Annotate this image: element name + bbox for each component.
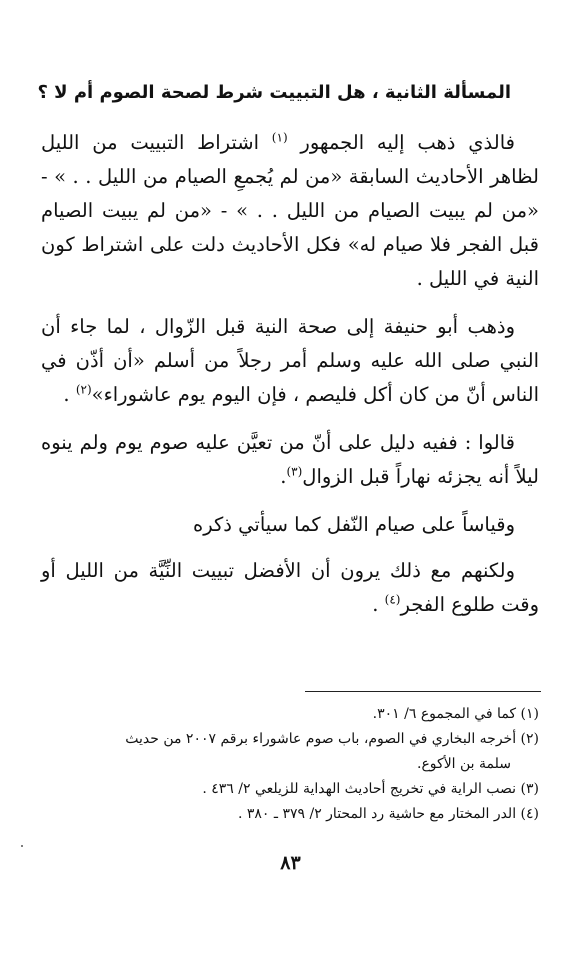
footnote-3: (٣) نصب الراية في تخريج أحاديث الهداية للزيلعي ٢/ ٤٣٦ . [202,781,539,797]
footnote-2: (٢) أخرجه البخاري في الصوم، باب صوم عاشوراء برقم ٢٠٠٧ من حديث [125,731,539,747]
paragraph-text: ولكنهم مع ذلك يرون أن الأفضل تبييت النِّيَّة من الليل أو وقت طلوع الفجر [41,559,539,616]
footnote-ref-3[interactable]: (٣) [286,464,303,479]
paragraph-analogy [41,508,539,542]
footnote-ref-1[interactable]: (١) [271,130,288,145]
footnotes [39,703,539,828]
paragraph-text: . [372,593,385,616]
paragraph-text: فالذي ذهب إليه الجمهور [287,131,515,154]
paragraph-majority-view [41,126,539,296]
paragraph-text: وذهب أبو حنيفة إلى صحة النية قبل الزّوال ، لما جاء أن النبي صلى الله عليه وسلم أمر رجلاً من أسلم «أن أذّن في الناس أنّ من كان أكل فليصم ، فإن اليوم يوم عاشوراء» [41,315,539,406]
paragraph-text: . [63,383,76,406]
footnote-ref-4[interactable]: (٤) [384,592,401,607]
paragraph-preference [41,554,539,622]
paragraph-text: وقياساً على صيام النّفل كما سيأتي ذكره [193,513,515,536]
paragraph-abu-hanifa-view [41,310,539,412]
paragraph-text: قالوا : ففيه دليل على أنّ من تعيَّن عليه صوم يوم ولم ينوه ليلاً أنه يجزئه نهاراً قبل الزوال [41,431,539,488]
footnote-ref-2[interactable]: (٢) [75,382,92,397]
paragraph-evidence [41,426,539,494]
paragraph-text: اشتراط التبييت من الليل لظاهر الأحاديث السابقة «من لم يُجمعِ الصيام من الليل . . » - «من لم يبيت الصيام من الليل . . » - «من لم يبيت الصيام قبل الفجر فلا صيام له» فكل الأحاديث دلت على اشتراط كون النية في الليل . [41,131,539,290]
section-heading: المسألة الثانية ، هل التبييت شرط لصحة الصوم أم لا ؟ [37,82,511,103]
body-text [41,126,539,636]
scan-speck [21,845,23,847]
footnote-1: (١) كما في المجموع ٦/ ٣٠١. [372,706,539,722]
page-number: ٨٣ [280,852,301,874]
footnote-4: (٤) الدر المختار مع حاشية رد المحتار ٢/ ٣٧٩ ـ ٣٨٠ . [237,806,539,822]
footnote-divider [305,691,541,692]
footnote-2-continuation: سلمة بن الأكوع. [417,756,511,772]
paragraph-text: . [280,465,287,488]
